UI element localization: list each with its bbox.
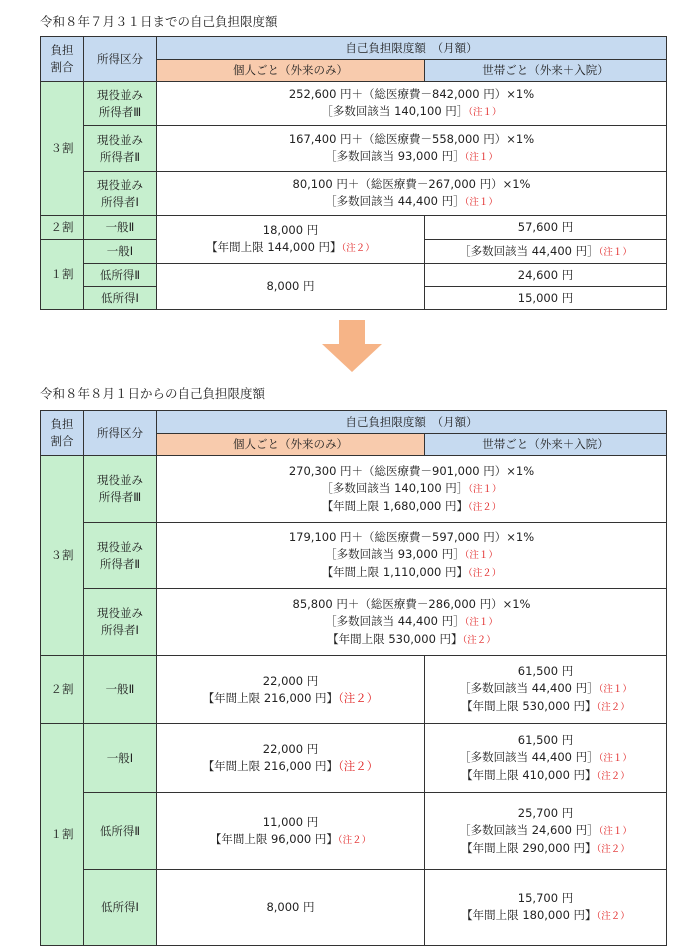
income-category: 低所得Ⅰ [84, 287, 157, 310]
household-cell: 25,700 円 ［多数回該当 24,600 円］（注１） 【年間上限 290,000 円】（注２） [425, 793, 667, 870]
household-cell: 61,500 円 ［多数回該当 44,400 円］（注１） 【年間上限 410,000 円】（注２） [425, 724, 667, 793]
ratio-2: ２割 [41, 216, 84, 240]
income-category: 現役並み 所得者Ⅲ [84, 82, 157, 126]
household-cell: 57,600 円 [425, 216, 667, 240]
table2-limits [40, 410, 667, 946]
household-header: 世帯ごと（外来＋入院） [425, 434, 667, 456]
ratio-header: 負担 割合 [41, 411, 84, 456]
household-cell: ［多数回該当 44,400 円］（注１） [425, 240, 667, 264]
individual-cell: 22,000 円 【年間上限 216,000 円】（注２） [157, 656, 425, 724]
table1-limits [40, 36, 667, 310]
limit-cell: 85,800 円＋（総医療費－286,000 円）×1% ［多数回該当 44,400 円］（注１） 【年間上限 530,000 円】（注２） [157, 589, 667, 656]
limit-cell: 179,100 円＋（総医療費－597,000 円）×1% ［多数回該当 93,000 円］（注１） 【年間上限 1,110,000 円】（注２） [157, 523, 667, 589]
limit-header: 自己負担限度額 （月額） [157, 411, 667, 434]
limit-cell: 252,600 円＋（総医療費－842,000 円）×1% ［多数回該当 140,100 円］（注１） [157, 82, 667, 126]
income-category: 現役並み 所得者Ⅲ [84, 456, 157, 523]
down-arrow-icon [322, 320, 382, 372]
ratio-3: ３割 [41, 456, 84, 656]
limit-cell: 167,400 円＋（総医療費－558,000 円）×1% ［多数回該当 93,000 円］（注１） [157, 126, 667, 172]
ratio-2: ２割 [41, 656, 84, 724]
individual-cell: 18,000 円 【年間上限 144,000 円】（注２） [157, 216, 425, 264]
household-header: 世帯ごと（外来＋入院） [425, 60, 667, 82]
ratio-3: ３割 [41, 82, 84, 216]
income-category: 現役並み 所得者Ⅰ [84, 589, 157, 656]
income-category: 現役並み 所得者Ⅰ [84, 172, 157, 216]
limit-cell: 80,100 円＋（総医療費－267,000 円）×1% ［多数回該当 44,400 円］（注１） [157, 172, 667, 216]
table2-title: 令和８年８月１日からの自己負担限度額 [40, 386, 266, 401]
ratio-1: １割 [41, 724, 84, 946]
household-cell: 15,000 円 [425, 287, 667, 310]
ratio-header: 負担 割合 [41, 37, 84, 82]
individual-header: 個人ごと（外来のみ） [157, 60, 425, 82]
individual-cell: 8,000 円 [157, 264, 425, 310]
income-category: 現役並み 所得者Ⅱ [84, 523, 157, 589]
income-category: 低所得Ⅰ [84, 870, 157, 946]
individual-cell: 22,000 円 【年間上限 216,000 円】（注２） [157, 724, 425, 793]
income-header: 所得区分 [84, 411, 157, 456]
income-header: 所得区分 [84, 37, 157, 82]
limit-cell: 270,300 円＋（総医療費－901,000 円）×1% ［多数回該当 140,100 円］（注１） 【年間上限 1,680,000 円】（注２） [157, 456, 667, 523]
individual-header: 個人ごと（外来のみ） [157, 434, 425, 456]
income-category: 一般Ⅰ [84, 240, 157, 264]
limit-header: 自己負担限度額 （月額） [157, 37, 667, 60]
household-cell: 24,600 円 [425, 264, 667, 287]
income-category: 一般Ⅱ [84, 656, 157, 724]
income-category: 現役並み 所得者Ⅱ [84, 126, 157, 172]
individual-cell: 11,000 円 【年間上限 96,000 円】（注２） [157, 793, 425, 870]
income-category: 低所得Ⅱ [84, 264, 157, 287]
ratio-1: １割 [41, 240, 84, 310]
household-cell: 61,500 円 ［多数回該当 44,400 円］（注１） 【年間上限 530,000 円】（注２） [425, 656, 667, 724]
income-category: 低所得Ⅱ [84, 793, 157, 870]
household-cell: 15,700 円 【年間上限 180,000 円】（注２） [425, 870, 667, 946]
income-category: 一般Ⅰ [84, 724, 157, 793]
individual-cell: 8,000 円 [157, 870, 425, 946]
table1-title: 令和８年７月３１日までの自己負担限度額 [40, 14, 278, 29]
income-category: 一般Ⅱ [84, 216, 157, 240]
